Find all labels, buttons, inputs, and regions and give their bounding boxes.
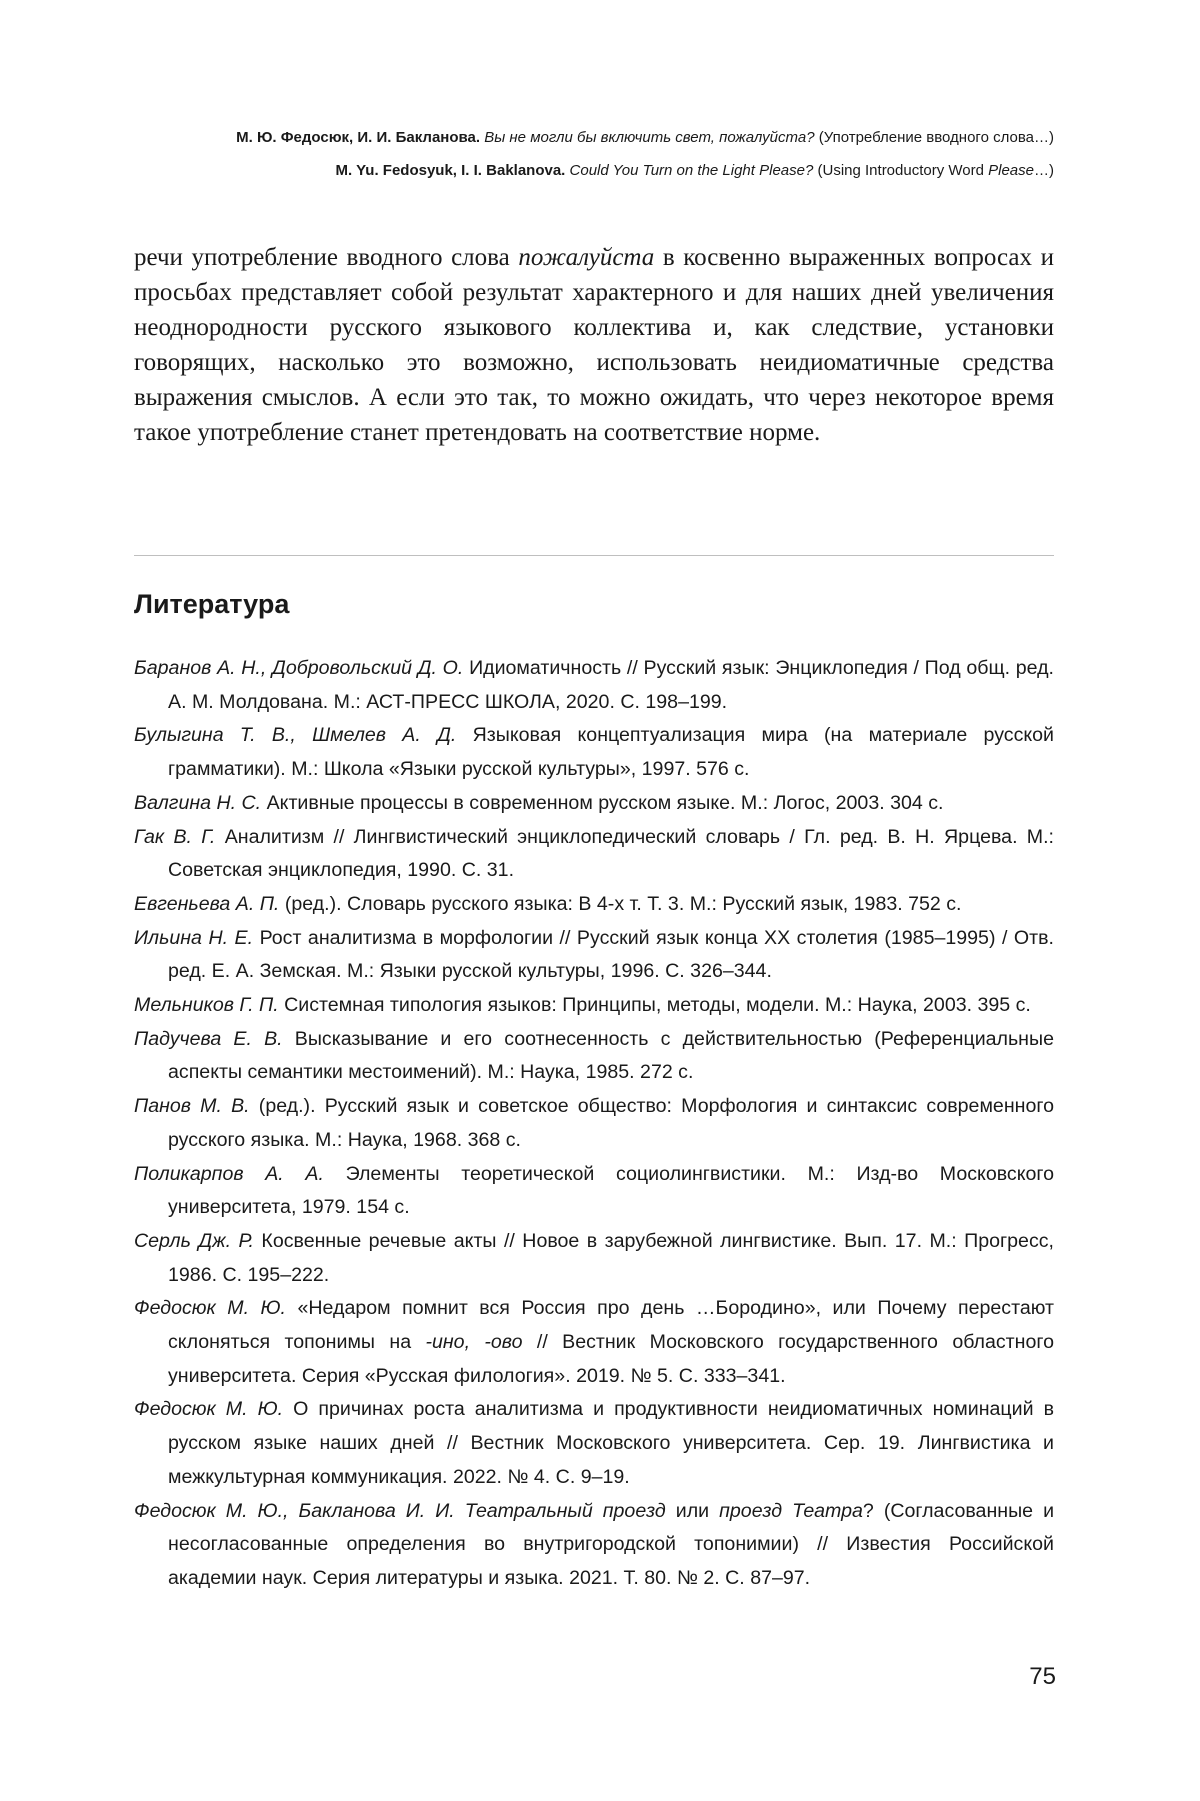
reference-item: [134, 989, 1054, 1023]
reference-item: [134, 888, 1054, 922]
reference-text: (ред.). Словарь русского языка: В 4-х т. Т. 3. М.: Русский язык, 1983. 752 с.: [284, 892, 962, 915]
reference-author: Баранов А. Н., Добровольский Д. О.: [134, 657, 464, 679]
reference-author: Панов М. В.: [134, 1095, 250, 1118]
body-text-part-2: в косвенно выраженных вопросах и просьбах представляет собой результат характерного и для наших дней увеличения неоднородности русского языкового коллектива и, как следствие, установки говорящих, насколько это возможно, использовать неидиоматичные средства выражения смыслов. А если это так, то можно ожидать, что через некоторое время такое употребление станет претендовать на соответствие норме.: [134, 244, 1055, 446]
reference-author: Падучева Е. В.: [134, 1027, 283, 1050]
body-text-part-1: речи употребление вводного слова: [134, 244, 510, 271]
running-head-subtitle-term-en: Please: [988, 162, 1034, 179]
reference-author: Поликарпов А. А.: [134, 1162, 324, 1185]
reference-text: Активные процессы в современном русском языке. М.: Логос, 2003. 304 с.: [266, 791, 944, 814]
references-heading: Литература: [134, 589, 290, 619]
running-head-authors-en: M. Yu. Fedosyuk, I. I. Baklanova.: [335, 162, 566, 179]
reference-item: [134, 787, 1054, 821]
reference-text: Системная типология языков: Принципы, методы, модели. М.: Наука, 2003. 395 с.: [284, 994, 1031, 1017]
reference-text-continued: // Вестник Московского государственного областного университета. Серия «Русская филология». 2019. № 5. С. 333–341.: [168, 1331, 1054, 1387]
running-head-english: [134, 161, 1054, 181]
reference-text: Элементы теоретической социолингвистики. М.: Изд-во Московского университета, 1979. 154 с.: [168, 1162, 1054, 1219]
reference-author: Федосюк М. Ю.: [134, 1297, 286, 1320]
reference-item: [134, 719, 1054, 786]
running-head-russian: [134, 128, 1054, 148]
reference-connector: или: [675, 1499, 710, 1522]
reference-item: [134, 1090, 1054, 1157]
reference-author: Мельников Г. П.: [134, 994, 279, 1017]
reference-author: Федосюк М. Ю., Бакланова И. И.: [134, 1499, 455, 1522]
section-divider: [134, 555, 1054, 556]
reference-author: Гак В. Г.: [134, 825, 216, 848]
reference-text: Косвенные речевые акты // Новое в зарубежной лингвистике. Вып. 17. М.: Прогресс, 1986. С. 195–222.: [168, 1229, 1054, 1286]
reference-author: Серль Дж. Р.: [134, 1229, 254, 1252]
reference-item: [134, 1158, 1054, 1225]
reference-author: Евгеньева А. П.: [134, 892, 280, 915]
reference-item: [134, 652, 1054, 719]
reference-text: Рост аналитизма в морфологии // Русский язык конца XX столетия (1985–1995) / Отв. ред. Е. А. Земская. М.: Языки русской культуры, 1996. С. 326–344.: [168, 926, 1054, 983]
reference-text: О причинах роста аналитизма и продуктивности неидиоматичных номинаций в русском языке наших дней // Вестник Московского университета. Сер. 19. Лингвистика и межкультурная коммуникация. 2022. № 4. С. 9–19.: [168, 1398, 1054, 1488]
reference-italic-title-b: проезд Театра: [719, 1499, 863, 1522]
running-head-subtitle-end-en: …): [1034, 162, 1054, 179]
reference-item: [134, 1225, 1054, 1292]
reference-text-continued: ? (Согласованные и несогласованные определения во внутригородской топонимии) // Известия Российской академии наук. Серия литературы и языка. 2021. Т. 80. № 2. С. 87–97.: [168, 1499, 1055, 1589]
reference-text: Идиоматичность // Русский язык: Энциклопедия / Под общ. ред. А. М. Молдована. М.: АСТ-ПРЕСС ШКОЛА, 2020. С. 198–199.: [168, 657, 1055, 713]
body-paragraph: [134, 240, 1054, 450]
page-number: 75: [1029, 1663, 1056, 1690]
reference-author: Ильина Н. Е.: [134, 926, 254, 949]
reference-item: [134, 1292, 1054, 1393]
running-head-title: Вы не могли бы включить свет, пожалуйста?: [484, 129, 815, 146]
running-head-authors: М. Ю. Федосюк, И. И. Бакланова.: [236, 129, 481, 146]
running-head-subtitle-en: (Using Introductory Word: [817, 162, 984, 179]
reference-text: Языковая концептуализация мира (на материале русской грамматики). М.: Школа «Языки русской культуры», 1997. 576 с.: [168, 724, 1054, 781]
running-head-subtitle: (Употребление вводного слова…): [818, 129, 1054, 146]
reference-italic-title-a: Театральный проезд: [464, 1499, 666, 1522]
reference-italic-suffixes: -ино, -ово: [425, 1331, 523, 1354]
reference-text: (ред.). Русский язык и советское общество: Морфология и синтаксис современного русского языка. М.: Наука, 1968. 368 с.: [168, 1095, 1054, 1151]
reference-item: [134, 1023, 1054, 1090]
reference-author: Валгина Н. С.: [134, 791, 262, 814]
reference-item: [134, 1393, 1054, 1494]
running-head-title-en: Could You Turn on the Light Please?: [569, 162, 814, 179]
reference-item: [134, 922, 1054, 989]
reference-author: Федосюк М. Ю.: [134, 1398, 284, 1421]
reference-text: Аналитизм // Лингвистический энциклопедический словарь / Гл. ред. В. Н. Ярцева. М.: Советская энциклопедия, 1990. С. 31.: [168, 825, 1055, 882]
reference-text: «Недаром помнит вся Россия про день …Бородино», или Почему перестают склоняться топонимы на: [168, 1297, 1054, 1354]
references-list: [134, 652, 1054, 1596]
reference-text: Высказывание и его соотнесенность с действительностью (Референциальные аспекты семантики местоимений). М.: Наука, 1985. 272 с.: [168, 1027, 1054, 1084]
reference-item: [134, 821, 1054, 888]
reference-item: [134, 1495, 1054, 1596]
body-term: пожалуйста: [518, 244, 655, 271]
reference-author: Булыгина Т. В., Шмелев А. Д.: [134, 724, 457, 747]
